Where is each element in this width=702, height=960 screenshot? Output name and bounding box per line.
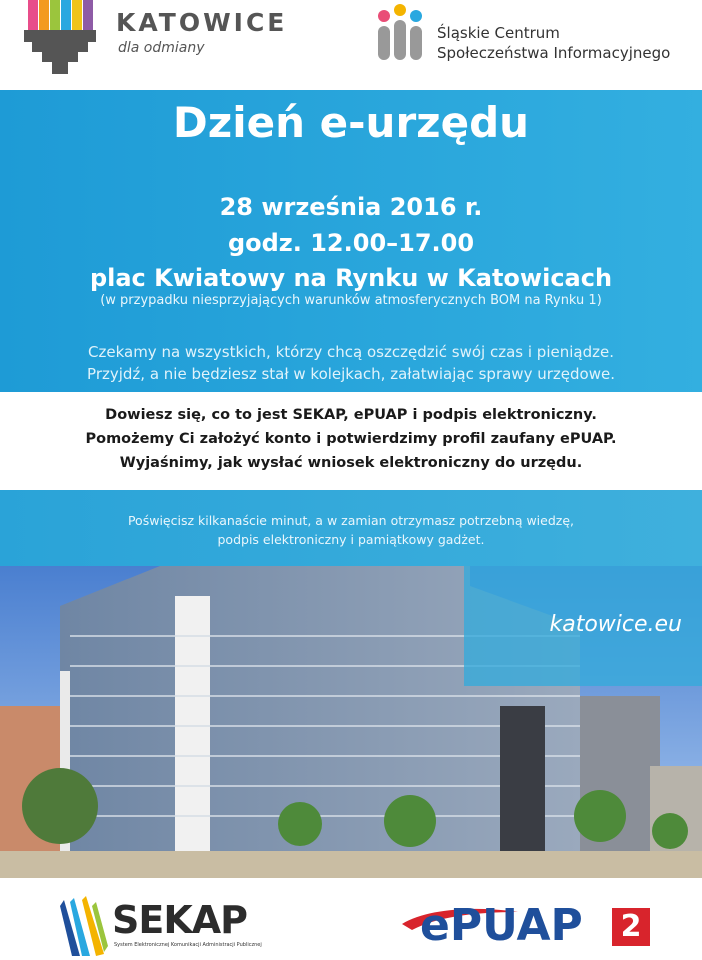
epuap-name: ePUAP: [420, 900, 583, 951]
benefit-section: [0, 490, 702, 566]
city-name: KATOWICE: [116, 8, 288, 37]
invite-line-2: Przyjdź, a nie będziesz stał w kolejkach, załatwiając sprawy urzędowe.: [87, 365, 615, 383]
event-place: plac Kwiatowy na Rynku w Katowicach: [89, 264, 613, 292]
city-tagline: dla odmiany: [118, 40, 205, 56]
info-line-2: Pomożemy Ci założyć konto i potwierdzimy profil zaufany ePUAP.: [85, 431, 617, 447]
event-hours: godz. 12.00–17.00: [227, 229, 475, 257]
event-title: Dzień e-urzędu: [172, 98, 530, 147]
scsi-name-line2: Społeczeństwa Informacyjnego: [437, 44, 671, 62]
katowice-logo-icon: [24, 0, 100, 76]
sekap-subtitle: System Elektronicznej Komunikacji Administracji Publicznej: [114, 942, 262, 948]
epuap-version-badge: 2: [612, 908, 650, 946]
scsi-name-line1: Śląskie Centrum: [437, 24, 560, 42]
info-line-1: Dowiesz się, co to jest SEKAP, ePUAP i podpis elektroniczny.: [105, 407, 597, 423]
benefit-line-1: Poświęcisz kilkanaście minut, a w zamian otrzymasz potrzebną wiedzę,: [127, 513, 575, 528]
benefit-line-2: podpis elektroniczny i pamiątkowy gadżet.: [217, 532, 485, 547]
scsi-logo-icon: [372, 2, 428, 62]
sekap-name: SEKAP: [112, 898, 248, 942]
invite-line-1: Czekamy na wszystkich, którzy chcą oszczędzić swój czas i pieniądze.: [88, 343, 614, 361]
event-date: 28 września 2016 r.: [219, 193, 483, 221]
website-label[interactable]: katowice.eu: [549, 612, 682, 637]
info-line-3: Wyjaśnimy, jak wysłać wniosek elektroniczny do urzędu.: [119, 455, 583, 471]
weather-note: (w przypadku niesprzyjających warunków atmosferycznych BOM na Rynku 1): [100, 293, 602, 308]
sekap-logo-icon: [60, 896, 108, 956]
